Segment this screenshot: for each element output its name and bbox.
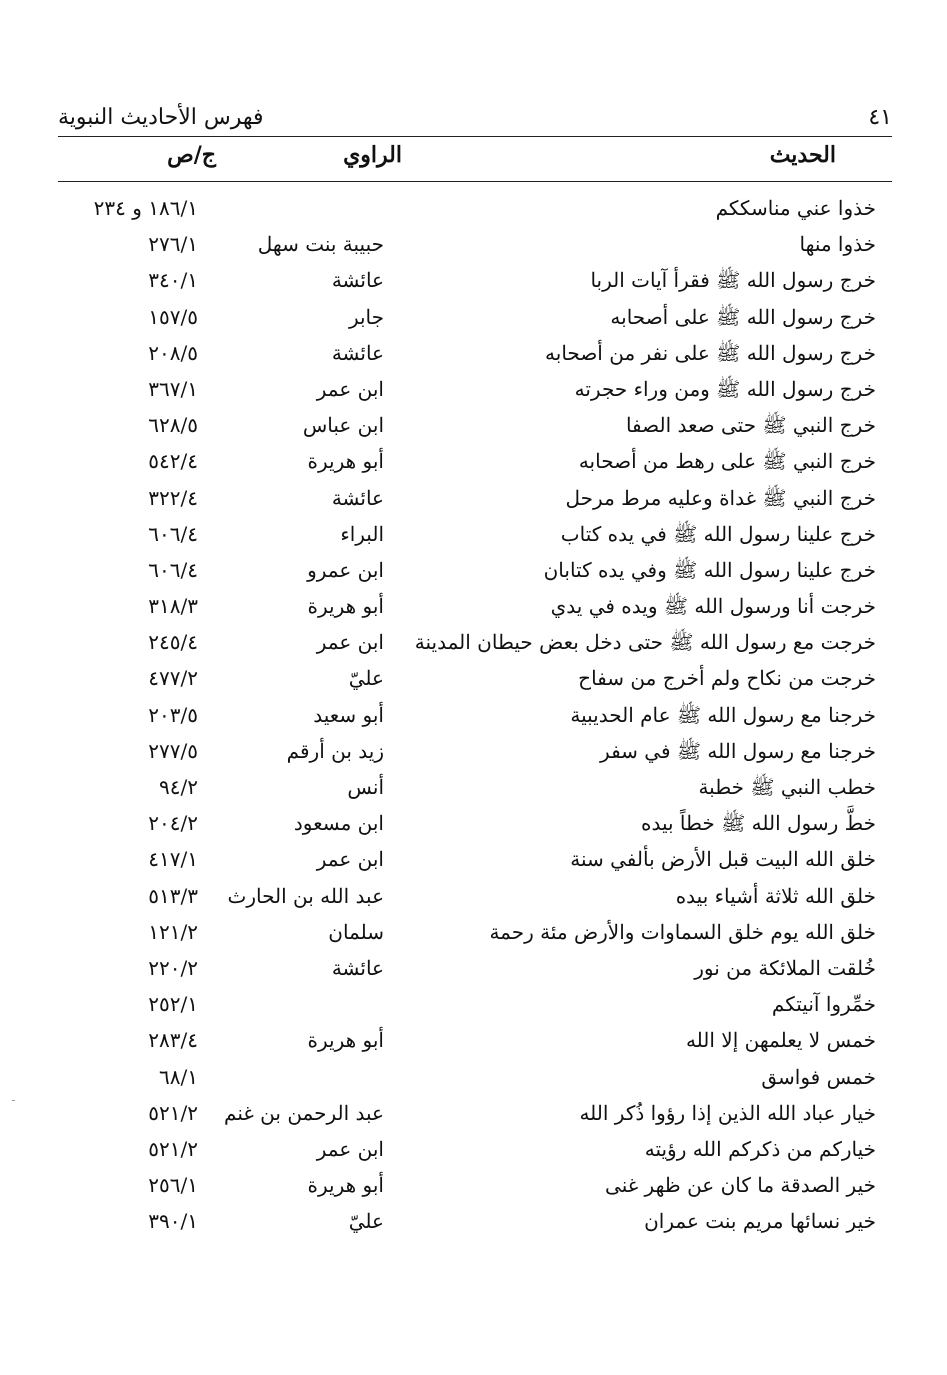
hadith-text: خرجت من نكاح ولم أخرج من سفاح xyxy=(578,666,876,691)
rawi-name: عائشة xyxy=(331,268,384,293)
volume-page-ref: ٥٢١/٢ xyxy=(148,1100,198,1125)
rawi-name: زيد بن أرقم xyxy=(286,738,384,763)
rawi-name: أنس xyxy=(347,775,384,799)
table-row xyxy=(58,660,892,696)
volume-page-ref: ٢٠٣/٥ xyxy=(148,702,198,727)
volume-page-ref: ١٥٧/٥ xyxy=(148,304,198,329)
hadith-text: خطَّ رسول الله ﷺ خطاً بيده xyxy=(640,811,876,836)
rawi-name: أبو هريرة xyxy=(307,1028,384,1053)
hadith-text: خرج النبي ﷺ على رهط من أصحابه xyxy=(578,449,876,474)
table-row xyxy=(58,335,892,371)
hadith-text: خيار عباد الله الذين إذا رؤوا ذُكر الله xyxy=(579,1100,876,1125)
column-header-rawi: الراوي xyxy=(343,142,402,168)
rawi-name: سلمان xyxy=(328,919,384,944)
table-row xyxy=(58,697,892,733)
hadith-text: خذوا عني مناسككم xyxy=(715,196,876,220)
volume-page-ref: ٢٤٥/٤ xyxy=(148,630,198,655)
hadith-text: خلق الله يوم خلق السماوات والأرض مئة رحمة xyxy=(489,919,876,944)
table-row xyxy=(58,480,892,516)
hadith-text: خُلقت الملائكة من نور xyxy=(694,955,876,980)
rawi-name: أبو سعيد xyxy=(313,702,384,727)
hadith-text: خطب النبي ﷺ خطبة xyxy=(698,775,876,799)
table-row xyxy=(58,914,892,950)
volume-page-ref: ٥٢١/٢ xyxy=(148,1136,198,1161)
table-row xyxy=(58,443,892,479)
table-row xyxy=(58,371,892,407)
rawi-name: ابن عباس xyxy=(302,413,384,438)
table-row xyxy=(58,516,892,552)
rawi-name: ابن مسعود xyxy=(293,811,384,836)
table-row xyxy=(58,226,892,262)
volume-page-ref: ٢٢٠/٢ xyxy=(148,955,198,980)
hadith-text: خرج رسول الله ﷺ فقرأ آيات الربا xyxy=(590,268,876,293)
volume-page-ref: ٢٨٣/٤ xyxy=(148,1028,198,1053)
hadith-text: خذوا منها xyxy=(799,232,876,257)
rawi-name: جابر xyxy=(348,304,384,329)
volume-page-ref: ٦٠٦/٤ xyxy=(148,557,198,582)
hadith-text: خرج علينا رسول الله ﷺ في يده كتاب xyxy=(560,521,876,546)
hadith-text: خرج رسول الله ﷺ على أصحابه xyxy=(610,304,876,329)
table-row xyxy=(58,1203,892,1239)
rawi-name: أبو هريرة xyxy=(307,1173,384,1198)
volume-page-ref: ٣٤٠/١ xyxy=(148,268,198,293)
rawi-name: ابن عمر xyxy=(316,630,384,655)
volume-page-ref: ٩٤/٢ xyxy=(159,775,198,799)
table-row xyxy=(58,733,892,769)
hadith-index-table xyxy=(58,190,892,1239)
page-number: ٤١ xyxy=(868,104,892,130)
hadith-text: خير الصدقة ما كان عن ظهر غنى xyxy=(605,1173,876,1198)
rawi-name: ابن عمر xyxy=(316,376,384,401)
hadith-text: خمِّروا آنيتكم xyxy=(771,992,876,1017)
volume-page-ref: ٤١٧/١ xyxy=(148,847,198,872)
table-row xyxy=(58,878,892,914)
volume-page-ref: ٣٦٧/١ xyxy=(148,376,198,401)
table-row xyxy=(58,1131,892,1167)
column-header-hadith: الحديث xyxy=(769,142,836,168)
rawi-name: عليّ xyxy=(348,666,384,691)
table-row xyxy=(58,552,892,588)
volume-page-ref: ٢٥٦/١ xyxy=(148,1173,198,1198)
table-row xyxy=(58,624,892,660)
volume-page-ref: ٢٠٨/٥ xyxy=(148,340,198,365)
hadith-text: خرجنا مع رسول الله ﷺ في سفر xyxy=(600,738,876,763)
column-header-page: ج/ص xyxy=(167,142,216,168)
hadith-text: خرج النبي ﷺ حتى صعد الصفا xyxy=(625,413,876,438)
rawi-name: أبو هريرة xyxy=(307,594,384,619)
table-row xyxy=(58,841,892,877)
hadith-text: خير نسائها مريم بنت عمران xyxy=(644,1209,876,1234)
page-title: فهرس الأحاديث النبوية xyxy=(58,104,264,130)
scan-speck xyxy=(12,1100,15,1101)
volume-page-ref: ٦٠٦/٤ xyxy=(148,521,198,546)
header-rule-bottom xyxy=(58,181,892,182)
rawi-name: عائشة xyxy=(331,340,384,365)
hadith-text: خرج النبي ﷺ غداة وعليه مرط مرحل xyxy=(565,485,876,510)
rawi-name: عبد الرحمن بن غنم xyxy=(224,1100,384,1125)
hadith-text: خلق الله ثلاثة أشياء بيده xyxy=(675,883,876,908)
hadith-text: خياركم من ذكركم الله رؤيته xyxy=(644,1136,876,1161)
volume-page-ref: ٢٧٦/١ xyxy=(148,232,198,257)
volume-page-ref: ٣٩٠/١ xyxy=(148,1209,198,1234)
table-row xyxy=(58,262,892,298)
table-row xyxy=(58,1022,892,1058)
table-row xyxy=(58,407,892,443)
table-row xyxy=(58,986,892,1022)
hadith-text: خمس فواسق xyxy=(761,1064,876,1089)
table-row xyxy=(58,805,892,841)
rawi-name: عليّ xyxy=(348,1209,384,1234)
rawi-name: عائشة xyxy=(331,485,384,510)
table-row xyxy=(58,1059,892,1095)
table-row xyxy=(58,769,892,805)
table-row xyxy=(58,1167,892,1203)
volume-page-ref: ٤٧٧/٢ xyxy=(148,666,198,691)
rawi-name: البراء xyxy=(340,521,384,546)
volume-page-ref: ٢٧٧/٥ xyxy=(148,738,198,763)
rawi-name: أبو هريرة xyxy=(307,449,384,474)
hadith-text: خرج رسول الله ﷺ على نفر من أصحابه xyxy=(545,340,876,365)
table-row xyxy=(58,299,892,335)
header-rule-top xyxy=(58,136,892,137)
column-headers xyxy=(58,142,892,178)
hadith-text: خرج علينا رسول الله ﷺ وفي يده كتابان xyxy=(543,557,876,582)
rawi-name: حبيبة بنت سهل xyxy=(257,232,384,257)
rawi-name: ابن عمرو xyxy=(307,557,384,582)
rawi-name: عبد الله بن الحارث xyxy=(227,883,384,908)
rawi-name: ابن عمر xyxy=(316,1136,384,1161)
hadith-text: خرجنا مع رسول الله ﷺ عام الحديبية xyxy=(570,702,876,727)
table-row xyxy=(58,588,892,624)
table-row xyxy=(58,950,892,986)
rawi-name: عائشة xyxy=(331,955,384,980)
volume-page-ref: ١٢١/٢ xyxy=(148,919,198,944)
volume-page-ref: ٥٤٢/٤ xyxy=(148,449,198,474)
hadith-text: خرجت أنا ورسول الله ﷺ ويده في يدي xyxy=(550,594,876,619)
rawi-name: ابن عمر xyxy=(316,847,384,872)
volume-page-ref: ٣١٨/٣ xyxy=(148,594,198,619)
volume-page-ref: ٣٢٢/٤ xyxy=(148,485,198,510)
volume-page-ref: ٢٥٢/١ xyxy=(148,992,198,1017)
hadith-text: خلق الله البيت قبل الأرض بألفي سنة xyxy=(570,847,876,872)
table-row xyxy=(58,190,892,226)
volume-page-ref: ٦٢٨/٥ xyxy=(148,413,198,438)
page-header xyxy=(58,100,892,134)
hadith-text: خرج رسول الله ﷺ ومن وراء حجرته xyxy=(574,376,876,401)
hadith-text: خمس لا يعلمهن إلا الله xyxy=(685,1028,876,1053)
volume-page-ref: ٢٠٤/٢ xyxy=(148,811,198,836)
hadith-text: خرجت مع رسول الله ﷺ حتى دخل بعض حيطان المدينة xyxy=(414,630,876,655)
table-row xyxy=(58,1095,892,1131)
volume-page-ref: ١٨٦/١ و ٢٣٤ xyxy=(93,196,198,220)
volume-page-ref: ٦٨/١ xyxy=(159,1064,198,1089)
volume-page-ref: ٥١٣/٣ xyxy=(148,883,198,908)
